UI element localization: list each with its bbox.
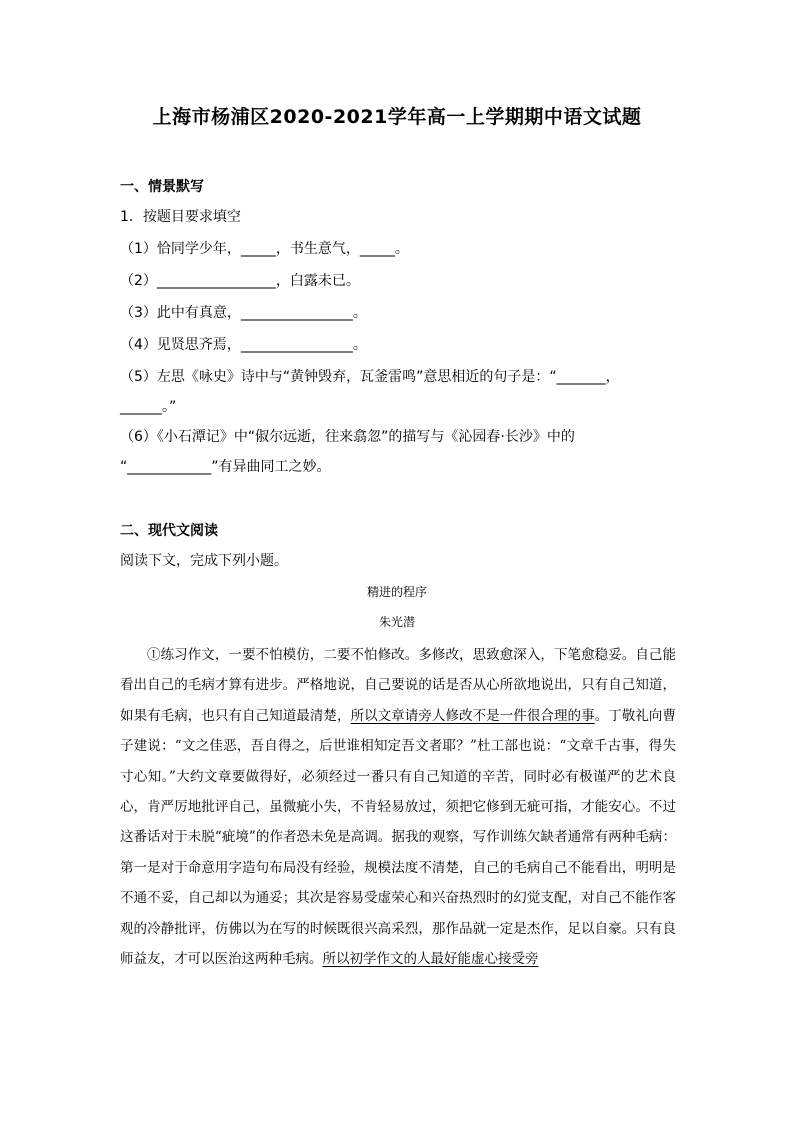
question-item-continued: ______。”: [120, 399, 177, 415]
paragraph-text: 。丁敬礼向曹子建说：“文之佳恶，吾自得之，后世谁相知定吾文者耶？”杜工部也说：“文章千古事，得失寸心知。”大约文章要做得好，必须经过一番只有自己知道的辛苦，同时必有极谨严的艺术良心，肯严厉地批评自己，虽微疵小失，不肯轻易放过，须把它修到无疵可指，才能安心。不过这番话对于未脱“疵境”的作者恐未免是高调。据我的观察，写作训练欠缺者通常有两种毛病：第一是对于命意用字造句布局没有经验，规模法度不清楚，自己的毛病自己不能看出，明明是不通不妥，自己却以为通妥；其次是容易受虚荣心和兴奋热烈时的幻觉支配，对自己不能作客观的冷静批评，仿佛以为在写的时候既很兴高采烈，那作品就一定是杰作，足以自豪。只有良师益友，才可以医治这两种毛病。: [120, 707, 676, 968]
underlined-sentence: 所以文章请旁人修改不是一件很合理的事: [350, 707, 595, 724]
underlined-sentence: 所以初学作文的人最好能虚心接受旁: [322, 951, 539, 968]
question-item: （6）《小石潭记》中“俶尔远逝，往来翕忽”的描写与《沁园春·长沙》中的: [120, 429, 575, 445]
article-paragraph: [120, 640, 676, 974]
section-heading-2: 二、现代文阅读: [120, 523, 218, 539]
question-item: （5）左思《咏史》诗中与“黄钟毁弃，瓦釜雷鸣”意思相近的句子是：“_______，: [120, 369, 620, 385]
question-item: （3）此中有真意，________________。: [120, 305, 367, 321]
article-author: 朱光潜: [378, 615, 415, 629]
reading-instruction: 阅读下文，完成下列小题。: [120, 553, 288, 569]
question-1: 1．按题目要求填空: [120, 209, 241, 225]
question-item: （1）恰同学少年，_____，书生意气，_____。: [120, 241, 409, 257]
paragraph-text: ①练习作文，一要不怕模仿，二要不怕修改。多修改，思致愈深入，下笔愈稳妥。自己能看出自己的毛病才算有进步。严格地说，自己要说的话是否从心所欲地说出，只有自己知道，如果有毛病，也只有自己知道最清楚，: [120, 647, 676, 724]
question-item: （2）_________________，白露未已。: [120, 273, 360, 289]
article-title: 精进的程序: [366, 585, 427, 599]
question-item: （4）见贤思齐焉，________________。: [120, 337, 367, 353]
question-item-continued: “____________”有异曲同工之妙。: [120, 459, 331, 475]
document-title: 上海市杨浦区2020-2021学年高一上学期期中语文试题: [152, 106, 642, 128]
section-heading-1: 一、情景默写: [120, 179, 204, 195]
